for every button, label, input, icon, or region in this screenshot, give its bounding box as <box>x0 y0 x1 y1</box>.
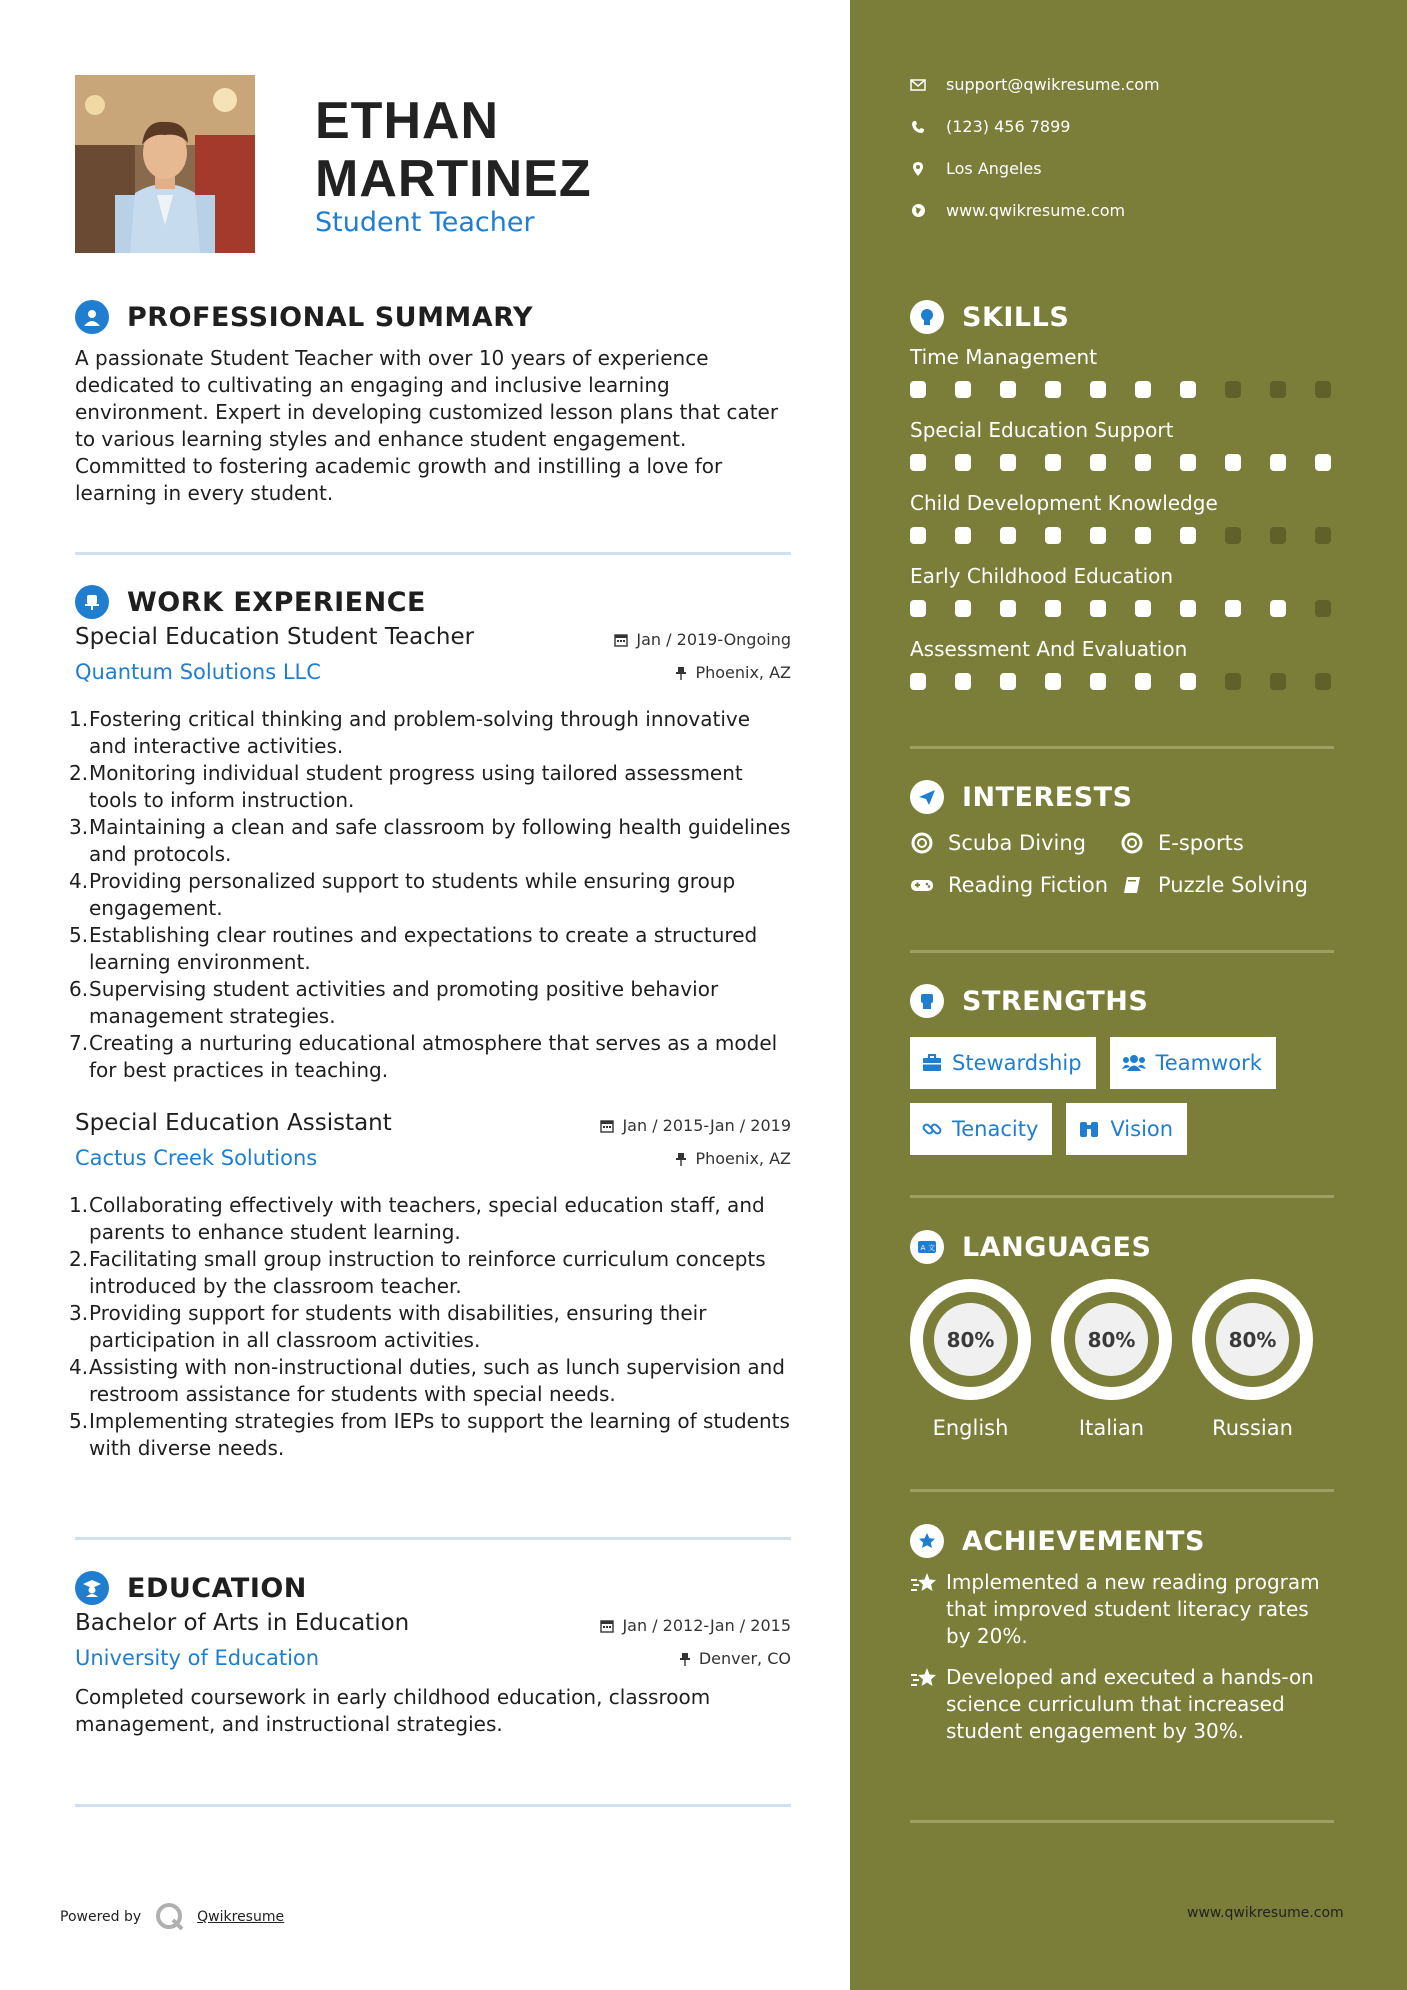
strength-label: Teamwork <box>1155 1051 1262 1075</box>
school: University of Education <box>75 1646 320 1670</box>
strength-label: Vision <box>1110 1117 1174 1141</box>
footer-site-link[interactable]: www.qwikresume.com <box>1187 1905 1344 1921</box>
powered-by-text: Powered by <box>60 1909 142 1925</box>
briefcase-icon <box>922 1054 942 1072</box>
achievement-item <box>910 1664 1334 1745</box>
divider <box>910 1195 1334 1198</box>
education-location <box>679 1649 791 1668</box>
strengths-section <box>910 981 1334 1155</box>
skill-dot <box>1180 527 1196 544</box>
achievement-text: Developed and executed a hands-on science curriculum that increased student engagement by 30%. <box>946 1665 1314 1743</box>
strength-label: Stewardship <box>952 1051 1082 1075</box>
skill-dot <box>1180 673 1196 690</box>
education-text: Completed coursework in early childhood education, classroom management, and instructional strategies. <box>75 1685 711 1736</box>
responsibility-list <box>69 706 791 1084</box>
skill-dot <box>1045 673 1061 690</box>
skill-dot <box>1000 381 1016 398</box>
education-section <box>75 1568 791 1738</box>
skill-dot <box>1045 381 1061 398</box>
skill-item <box>910 345 1334 418</box>
strength-tag <box>1066 1103 1187 1155</box>
job-title: Student Teacher <box>315 207 535 238</box>
skill-dot <box>1180 454 1196 471</box>
skill-dot <box>1315 454 1331 471</box>
phone-icon <box>910 119 926 135</box>
binoculars-icon <box>1078 1119 1100 1139</box>
skill-dot <box>1090 454 1106 471</box>
skill-dot <box>1135 454 1151 471</box>
skill-dot <box>1315 673 1331 690</box>
skill-dot <box>1090 600 1106 617</box>
briefcase-chair-icon <box>75 585 109 619</box>
skill-dot <box>1135 600 1151 617</box>
lifebuoy-icon <box>1120 831 1144 855</box>
list-item: 4. Providing personalized support to students while ensuring group engagement. <box>69 869 736 920</box>
divider <box>910 950 1334 953</box>
list-item: 1. Fostering critical thinking and problem-solving through innovative and interactive activities. <box>69 707 751 758</box>
achievement-text: Implemented a new reading program that improved student literacy rates by 20%. <box>946 1570 1320 1648</box>
list-item: 6. Supervising student activities and promoting positive behavior management strategies. <box>69 977 719 1028</box>
language-item <box>1192 1279 1313 1440</box>
skill-dot <box>910 381 926 398</box>
interest-item <box>1120 873 1330 897</box>
interest-label: Reading Fiction <box>948 873 1109 897</box>
svg-text:文: 文 <box>928 1244 935 1252</box>
skill-name: Child Development Knowledge <box>910 491 1218 515</box>
paper-plane-icon <box>910 780 944 814</box>
svg-text:A: A <box>920 1244 926 1252</box>
skill-dot <box>1315 527 1331 544</box>
skill-dot <box>910 527 926 544</box>
interest-item <box>1120 831 1330 855</box>
envelope-icon <box>910 77 926 93</box>
list-item: 5. Implementing strategies from IEPs to support the learning of students with diverse needs. <box>69 1409 790 1460</box>
book-icon <box>1120 873 1144 897</box>
list-item: 2. Facilitating small group instruction to reinforce curriculum concepts introduced by the classroom teacher. <box>69 1247 766 1298</box>
skills-list <box>910 345 1334 710</box>
pin-icon <box>675 666 687 680</box>
globe-icon <box>910 203 926 219</box>
skill-dot <box>1090 381 1106 398</box>
skill-dot <box>955 527 971 544</box>
skill-rating <box>910 521 1334 564</box>
contact-website[interactable] <box>910 201 1125 220</box>
job-entry <box>69 1110 791 1462</box>
language-name: Russian <box>1212 1416 1293 1440</box>
contact-email-text: support@qwikresume.com <box>946 75 1160 94</box>
contact-phone-text: (123) 456 7899 <box>946 117 1071 136</box>
contact-location <box>910 159 1042 178</box>
lightbulb-icon <box>910 300 944 334</box>
divider <box>910 746 1334 749</box>
divider <box>910 1820 1334 1823</box>
languages-heading: LANGUAGES <box>962 1231 1152 1263</box>
last-name: MARTINEZ <box>315 150 592 208</box>
job-entry-location-text: Phoenix, AZ <box>695 663 791 682</box>
first-name: ETHAN <box>315 92 500 150</box>
skill-dot <box>1135 527 1151 544</box>
divider <box>75 1804 791 1807</box>
list-item: 5. Establishing clear routines and expectations to create a structured learning environment. <box>69 923 758 974</box>
summary-text: A passionate Student Teacher with over 10 years of experience dedicated to cultivating an engaging and inclusive learning environment. Expert in developing customized lesson plans that cater to various learning styles and enhance student engagement. Committed to fostering academic growth and instilling a love for learning in every student. <box>75 346 779 505</box>
skills-heading: SKILLS <box>962 301 1070 333</box>
lifebuoy-icon <box>910 831 934 855</box>
star-icon <box>910 1664 946 1745</box>
strength-tag <box>910 1103 1052 1155</box>
strengths-heading: STRENGTHS <box>962 985 1149 1017</box>
list-item: 4. Assisting with non-instructional duties, such as lunch supervision and restroom assistance for students with special needs. <box>69 1355 785 1406</box>
skill-dot <box>910 673 926 690</box>
interest-item <box>910 831 1120 855</box>
job-entry-date <box>614 630 791 649</box>
users-icon <box>1122 1054 1146 1072</box>
job-entry-date <box>600 1116 791 1135</box>
job-entry-location <box>675 663 791 682</box>
skill-dot <box>1225 673 1241 690</box>
job-entry-date-text: Jan / 2015-Jan / 2019 <box>622 1116 791 1135</box>
language-name: Italian <box>1078 1416 1145 1440</box>
skill-dot <box>955 673 971 690</box>
profile-photo <box>75 75 255 253</box>
achievements-heading: ACHIEVEMENTS <box>962 1525 1205 1557</box>
work-section <box>69 582 791 1462</box>
skill-item <box>910 564 1334 637</box>
summary-heading: PROFESSIONAL SUMMARY <box>127 301 534 333</box>
skill-dot <box>1180 600 1196 617</box>
skill-dot <box>1225 600 1241 617</box>
skill-rating <box>910 448 1334 491</box>
skill-item <box>910 491 1334 564</box>
contact-phone[interactable] <box>910 117 1070 136</box>
fist-icon <box>910 984 944 1018</box>
skill-rating <box>910 667 1334 710</box>
strength-tag <box>910 1037 1096 1089</box>
skill-dot <box>1135 673 1151 690</box>
education-date <box>600 1616 791 1635</box>
map-pin-icon <box>910 161 926 177</box>
job-entry-title: Special Education Student Teacher <box>75 624 475 650</box>
job-entry-company: Cactus Creek Solutions <box>75 1146 318 1170</box>
pin-icon <box>679 1652 691 1666</box>
skill-name: Early Childhood Education <box>910 564 1174 588</box>
strength-label: Tenacity <box>952 1117 1039 1141</box>
interest-label: Puzzle Solving <box>1158 873 1308 897</box>
education-heading: EDUCATION <box>127 1572 307 1604</box>
language-percent: 80% <box>934 1303 1007 1376</box>
calendar-icon <box>600 1119 614 1133</box>
candidate-name <box>315 92 592 208</box>
interest-item <box>910 873 1120 897</box>
skill-dot <box>1270 381 1286 398</box>
skill-dot <box>1315 381 1331 398</box>
skill-dot <box>1000 527 1016 544</box>
skill-item <box>910 637 1334 710</box>
skill-dot <box>1225 381 1241 398</box>
education-location-text: Denver, CO <box>698 1649 791 1668</box>
language-ring <box>1051 1279 1172 1400</box>
contact-website-text: www.qwikresume.com <box>946 201 1126 220</box>
languages-section <box>910 1227 1334 1440</box>
job-entry-location <box>675 1149 791 1168</box>
skill-dot <box>1000 673 1016 690</box>
calendar-icon <box>600 1619 614 1633</box>
job-entry-date-text: Jan / 2019-Ongoing <box>636 630 791 649</box>
skill-dot <box>1045 454 1061 471</box>
skill-dot <box>1315 600 1331 617</box>
job-entry <box>69 624 791 1084</box>
list-item: 3. Providing support for students with disabilities, ensuring their participation in all classroom activities. <box>69 1301 707 1352</box>
skill-name: Assessment And Evaluation <box>910 637 1188 661</box>
footer-branding <box>60 1902 284 1932</box>
list-item: 2. Monitoring individual student progress using tailored assessment tools to inform instruction. <box>69 761 743 812</box>
job-entry-title: Special Education Assistant <box>75 1110 392 1136</box>
skill-dot <box>910 454 926 471</box>
graduate-icon <box>75 1571 109 1605</box>
skill-rating <box>910 375 1334 418</box>
gamepad-icon <box>910 873 934 897</box>
skill-item <box>910 418 1334 491</box>
skill-dot <box>1180 381 1196 398</box>
star-icon <box>910 1569 946 1650</box>
list-item: 1. Collaborating effectively with teachers, special education staff, and parents to enhance student learning. <box>69 1193 765 1244</box>
interests-section <box>910 777 1334 897</box>
interest-label: Scuba Diving <box>948 831 1086 855</box>
contact-email[interactable] <box>910 75 1160 94</box>
language-ring <box>1192 1279 1313 1400</box>
star-badge-icon <box>910 1524 944 1558</box>
achievement-item <box>910 1569 1334 1650</box>
language-icon <box>910 1230 944 1264</box>
skill-rating <box>910 594 1334 637</box>
skill-dot <box>955 454 971 471</box>
skill-dot <box>955 381 971 398</box>
qwikresume-logo-icon <box>155 1902 185 1932</box>
link-icon <box>922 1119 942 1139</box>
divider <box>75 552 791 555</box>
work-heading: WORK EXPERIENCE <box>127 586 426 618</box>
skill-dot <box>910 600 926 617</box>
skill-dot <box>1135 381 1151 398</box>
skill-dot <box>1225 527 1241 544</box>
skill-name: Special Education Support <box>910 418 1174 442</box>
skill-dot <box>1270 454 1286 471</box>
user-icon <box>75 300 109 334</box>
divider <box>75 1537 791 1540</box>
job-entry-location-text: Phoenix, AZ <box>695 1149 791 1168</box>
education-date-text: Jan / 2012-Jan / 2015 <box>622 1616 791 1635</box>
skill-dot <box>1090 673 1106 690</box>
list-item: 3. Maintaining a clean and safe classroom by following health guidelines and protocols. <box>69 815 791 866</box>
skill-dot <box>1045 600 1061 617</box>
strength-tag <box>1110 1037 1276 1089</box>
skill-dot <box>1000 454 1016 471</box>
skill-dot <box>1270 527 1286 544</box>
skills-section <box>910 297 1334 710</box>
calendar-icon <box>614 633 628 647</box>
degree: Bachelor of Arts in Education <box>75 1610 410 1636</box>
brand-link[interactable]: Qwikresume <box>197 1909 285 1925</box>
summary-section <box>75 297 791 507</box>
skill-dot <box>1270 600 1286 617</box>
contact-location-text: Los Angeles <box>946 159 1042 178</box>
language-item <box>1051 1279 1172 1440</box>
language-percent: 80% <box>1075 1303 1148 1376</box>
job-entry-company: Quantum Solutions LLC <box>75 660 321 684</box>
list-item: 7. Creating a nurturing educational atmosphere that serves as a model for best practices in teaching. <box>69 1031 778 1082</box>
skill-dot <box>1000 600 1016 617</box>
language-ring <box>910 1279 1031 1400</box>
skill-dot <box>1270 673 1286 690</box>
pin-icon <box>675 1152 687 1166</box>
responsibility-list <box>69 1192 791 1462</box>
skill-dot <box>1045 527 1061 544</box>
skill-dot <box>1225 454 1241 471</box>
achievements-section <box>910 1521 1334 1745</box>
skill-dot <box>955 600 971 617</box>
skill-name: Time Management <box>910 345 1098 369</box>
language-item <box>910 1279 1031 1440</box>
language-percent: 80% <box>1216 1303 1289 1376</box>
divider <box>910 1489 1334 1492</box>
language-name: English <box>932 1416 1009 1440</box>
skill-dot <box>1090 527 1106 544</box>
interests-heading: INTERESTS <box>962 781 1133 813</box>
interest-label: E-sports <box>1158 831 1244 855</box>
